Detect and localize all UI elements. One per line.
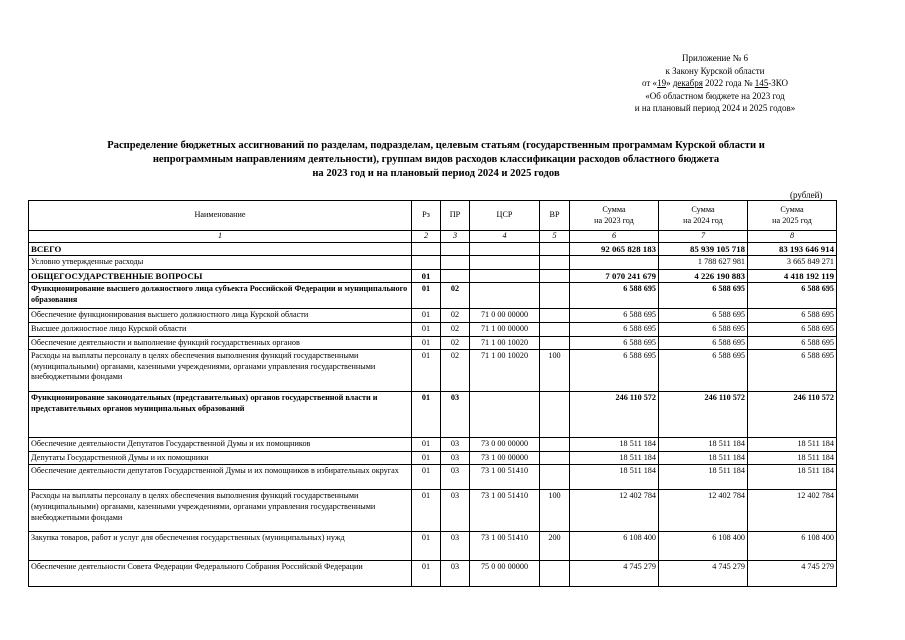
row-rz: 01: [412, 269, 441, 283]
header-vr: ВР: [540, 201, 570, 231]
row-sum-2023: 6 588 695: [570, 283, 659, 309]
column-number: 5: [540, 231, 570, 243]
row-name: Депутаты Государственной Думы и их помощники: [29, 451, 412, 465]
column-number: 7: [659, 231, 748, 243]
row-name: Расходы на выплаты персоналу в целях обеспечения выполнения функций государственными (муниципальными) органами, казенными учреждениями, органами управления государственными внебюджетными фондами: [29, 490, 412, 532]
table-row: [29, 283, 837, 309]
row-sum-2023: 92 065 828 183: [570, 242, 659, 256]
row-sum-2024: 4 745 279: [659, 561, 748, 587]
annex-law-number: 145: [754, 78, 769, 88]
column-number: 6: [570, 231, 659, 243]
row-name: Расходы на выплаты персоналу в целях обеспечения выполнения функций государственными (муниципальными) органами, казенными учреждениями, органами управления государственными внебюджетными фондами: [29, 350, 412, 392]
row-sum-2024: 1 788 627 981: [659, 256, 748, 270]
table-row: [29, 256, 837, 270]
row-csr: 71 0 00 00000: [470, 309, 540, 323]
row-vr: [540, 322, 570, 336]
row-sum-2025: 246 110 572: [748, 392, 837, 438]
table-row: [29, 269, 837, 283]
row-name: Обеспечение деятельности Совета Федерации Федерального Собрания Российской Федерации: [29, 561, 412, 587]
row-sum-2023: 18 511 184: [570, 451, 659, 465]
row-rz: 01: [412, 309, 441, 323]
row-pr: 03: [441, 438, 470, 452]
row-sum-2024: 246 110 572: [659, 392, 748, 438]
table-row: [29, 336, 837, 350]
title-line-3: на 2023 год и на плановый период 2024 и 2025 годов: [312, 168, 560, 179]
row-vr: 100: [540, 490, 570, 532]
row-sum-2025: 6 588 695: [748, 350, 837, 392]
row-sum-2025: 18 511 184: [748, 438, 837, 452]
row-sum-2024: 6 588 695: [659, 309, 748, 323]
title-line-1: Распределение бюджетных ассигнований по разделам, подразделам, целевым статьям (государственным программам Курской области и: [107, 140, 765, 151]
row-rz: [412, 242, 441, 256]
row-sum-2023: 6 588 695: [570, 350, 659, 392]
row-sum-2024: 6 588 695: [659, 350, 748, 392]
row-sum-2024: 6 108 400: [659, 532, 748, 561]
row-pr: 03: [441, 532, 470, 561]
row-vr: [540, 438, 570, 452]
row-rz: 01: [412, 392, 441, 438]
table-row: [29, 392, 837, 438]
header-pr: ПР: [441, 201, 470, 231]
row-pr: 02: [441, 309, 470, 323]
row-pr: 02: [441, 350, 470, 392]
row-name: Обеспечение деятельности и выполнение функций государственных органов: [29, 336, 412, 350]
table-row: [29, 451, 837, 465]
row-csr: 71 1 00 10020: [470, 336, 540, 350]
row-csr: [470, 392, 540, 438]
row-vr: [540, 242, 570, 256]
row-sum-2023: 6 588 695: [570, 336, 659, 350]
row-sum-2025: 6 108 400: [748, 532, 837, 561]
table-row: [29, 561, 837, 587]
row-vr: [540, 269, 570, 283]
row-sum-2023: 6 108 400: [570, 532, 659, 561]
row-sum-2023: 18 511 184: [570, 438, 659, 452]
header-sum-2025: Сумма на 2025 год: [748, 201, 837, 231]
row-sum-2024: 6 588 695: [659, 283, 748, 309]
row-sum-2023: 12 402 784: [570, 490, 659, 532]
row-rz: [412, 256, 441, 270]
row-vr: 200: [540, 532, 570, 561]
table-row: [29, 490, 837, 532]
column-number: 2: [412, 231, 441, 243]
row-vr: [540, 283, 570, 309]
row-rz: 01: [412, 438, 441, 452]
row-sum-2025: 4 745 279: [748, 561, 837, 587]
row-pr: 02: [441, 322, 470, 336]
row-sum-2025: 6 588 695: [748, 322, 837, 336]
table-row: [29, 309, 837, 323]
annex-day: 19: [657, 78, 667, 88]
row-csr: 73 1 00 51410: [470, 465, 540, 490]
row-pr: 03: [441, 561, 470, 587]
row-sum-2024: 4 226 190 883: [659, 269, 748, 283]
row-sum-2025: 18 511 184: [748, 465, 837, 490]
column-number: 3: [441, 231, 470, 243]
row-sum-2023: 7 070 241 679: [570, 269, 659, 283]
row-csr: 71 1 00 10020: [470, 350, 540, 392]
annex-line-1: Приложение № 6: [682, 53, 748, 63]
title-line-2: непрограммным направлениям деятельности), группам видов расходов классификации расходов областного бюджета: [152, 154, 720, 165]
row-sum-2024: 12 402 784: [659, 490, 748, 532]
row-rz: 01: [412, 336, 441, 350]
document-title: [30, 139, 842, 181]
annex-line-2: к Закону Курской области: [665, 65, 765, 76]
row-sum-2025: 3 665 849 271: [748, 256, 837, 270]
row-csr: [470, 269, 540, 283]
annex-line-4: «Об областном бюджете на 2023 год: [645, 90, 785, 101]
row-sum-2023: [570, 256, 659, 270]
row-csr: 73 0 00 00000: [470, 438, 540, 452]
row-pr: 03: [441, 392, 470, 438]
row-name: Обеспечение функционирования высшего должностного лица Курской области: [29, 309, 412, 323]
row-vr: [540, 309, 570, 323]
row-pr: 02: [441, 336, 470, 350]
row-sum-2023: 6 588 695: [570, 309, 659, 323]
header-sum-2024: Сумма на 2024 год: [659, 201, 748, 231]
row-pr: 02: [441, 283, 470, 309]
annex-line-5: и на плановый период 2024 и 2025 годов»: [634, 103, 796, 113]
row-csr: 73 1 00 51410: [470, 490, 540, 532]
annex-line-3: от «19» декабря 2022 года № 145-ЗКО: [641, 78, 789, 88]
table-row: [29, 242, 837, 256]
row-name: Закупка товаров, работ и услуг для обеспечения государственных (муниципальных) нужд: [29, 532, 412, 561]
row-sum-2023: 4 745 279: [570, 561, 659, 587]
row-csr: [470, 283, 540, 309]
row-vr: [540, 561, 570, 587]
row-rz: 01: [412, 350, 441, 392]
row-vr: 100: [540, 350, 570, 392]
row-name: Функционирование высшего должностного лица субъекта Российской Федерации и муниципального образования: [29, 283, 412, 309]
annex-month: декабря: [672, 78, 703, 88]
row-vr: [540, 392, 570, 438]
row-pr: [441, 269, 470, 283]
row-pr: [441, 256, 470, 270]
row-sum-2025: 18 511 184: [748, 451, 837, 465]
row-rz: 01: [412, 322, 441, 336]
table-row: [29, 350, 837, 392]
row-sum-2025: 12 402 784: [748, 490, 837, 532]
row-sum-2024: 18 511 184: [659, 465, 748, 490]
row-csr: 73 1 00 00000: [470, 451, 540, 465]
row-rz: 01: [412, 451, 441, 465]
row-rz: 01: [412, 561, 441, 587]
row-csr: 73 1 00 51410: [470, 532, 540, 561]
header-rz: Рз: [412, 201, 441, 231]
row-pr: 03: [441, 451, 470, 465]
table-row: [29, 532, 837, 561]
annex-header: [600, 52, 830, 115]
row-name: Условно утвержденные расходы: [29, 256, 412, 270]
budget-table: [28, 200, 837, 587]
row-csr: [470, 242, 540, 256]
row-sum-2024: 6 588 695: [659, 336, 748, 350]
row-name: Высшее должностное лицо Курской области: [29, 322, 412, 336]
row-sum-2023: 18 511 184: [570, 465, 659, 490]
row-sum-2024: 85 939 105 718: [659, 242, 748, 256]
row-name: Функционирование законодательных (представительных) органов государственной власти и представительных органов муниципальных образований: [29, 392, 412, 438]
row-sum-2025: 6 588 695: [748, 309, 837, 323]
row-pr: 03: [441, 465, 470, 490]
row-vr: [540, 256, 570, 270]
row-name: ВСЕГО: [29, 242, 412, 256]
row-pr: [441, 242, 470, 256]
header-csr: ЦСР: [470, 201, 540, 231]
column-number: 4: [470, 231, 540, 243]
row-vr: [540, 451, 570, 465]
row-name: Обеспечение деятельности Депутатов Государственной Думы и их помощников: [29, 438, 412, 452]
currency-unit: (рублей): [790, 190, 823, 200]
row-csr: [470, 256, 540, 270]
row-vr: [540, 465, 570, 490]
table-header-row: [29, 201, 837, 231]
row-sum-2024: 18 511 184: [659, 438, 748, 452]
row-csr: 71 1 00 00000: [470, 322, 540, 336]
column-number-row: [29, 231, 837, 243]
row-sum-2024: 6 588 695: [659, 322, 748, 336]
row-rz: 01: [412, 490, 441, 532]
row-name: ОБЩЕГОСУДАРСТВЕННЫЕ ВОПРОСЫ: [29, 269, 412, 283]
row-sum-2025: 4 418 192 119: [748, 269, 837, 283]
row-vr: [540, 336, 570, 350]
row-sum-2024: 18 511 184: [659, 451, 748, 465]
row-rz: 01: [412, 532, 441, 561]
row-sum-2025: 6 588 695: [748, 283, 837, 309]
row-name: Обеспечение деятельности депутатов Государственной Думы и их помощников в избирательных округах: [29, 465, 412, 490]
table-row: [29, 438, 837, 452]
header-sum-2023: Сумма на 2023 год: [570, 201, 659, 231]
row-rz: 01: [412, 465, 441, 490]
column-number: 8: [748, 231, 837, 243]
row-sum-2025: 83 193 646 914: [748, 242, 837, 256]
row-sum-2023: 246 110 572: [570, 392, 659, 438]
row-pr: 03: [441, 490, 470, 532]
table-row: [29, 465, 837, 490]
row-sum-2023: 6 588 695: [570, 322, 659, 336]
header-name: Наименование: [29, 201, 412, 231]
row-csr: 75 0 00 00000: [470, 561, 540, 587]
column-number: 1: [29, 231, 412, 243]
row-sum-2025: 6 588 695: [748, 336, 837, 350]
row-rz: 01: [412, 283, 441, 309]
table-row: [29, 322, 837, 336]
